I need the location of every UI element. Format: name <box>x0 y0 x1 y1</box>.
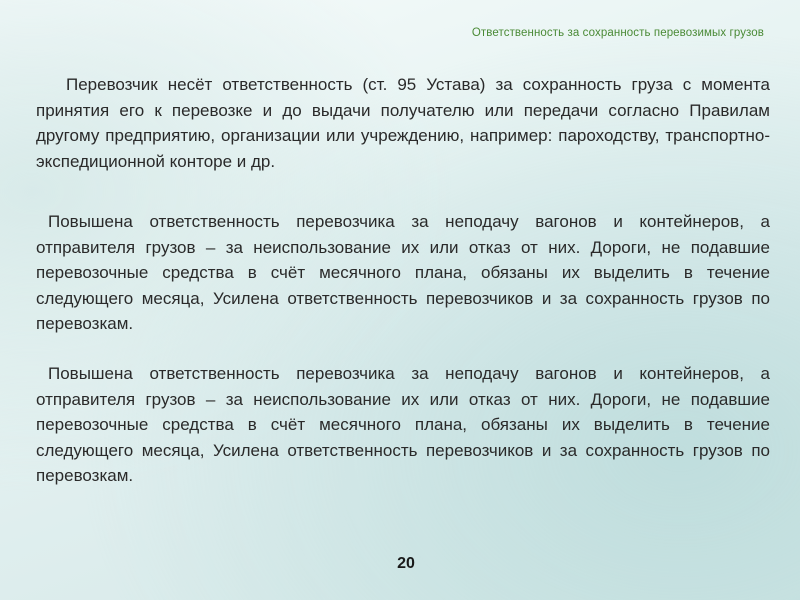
page-number: 20 <box>397 555 415 572</box>
paragraph-increased-liability-repeat: Повышена ответственность перевозчика за неподачу вагонов и контейнеров, а отправителя грузов – за неиспользование их или отказ от них. Дороги, не подавшие перевозочные средства в счёт месячного плана, обязаны их выделить в течение следующего месяца, Усилена ответственность перевозчиков и за сохранность грузов по перевозкам. <box>36 364 770 485</box>
slide-title: Ответственность за сохранность перевозимых грузов <box>471 27 764 39</box>
paragraph-carrier-liability: Перевозчик несёт ответственность (ст. 95 Устава) за сохранность груза с момента принятия его к перевозке и до выдачи получателю или передачи согласно Правилам другому предприятию, организации или учреждению, например: пароходству, транспортно-экспедиционной конторе и др. <box>36 75 770 171</box>
paragraph-increased-liability: Повышена ответственность перевозчика за неподачу вагонов и контейнеров, а отправителя грузов – за неиспользование их или отказ от них. Дороги, не подавшие перевозочные средства в счёт месячного плана, обязаны их выделить в течение следующего месяца, Усилена ответственность перевозчиков и за сохранность грузов по перевозкам. <box>36 212 770 333</box>
